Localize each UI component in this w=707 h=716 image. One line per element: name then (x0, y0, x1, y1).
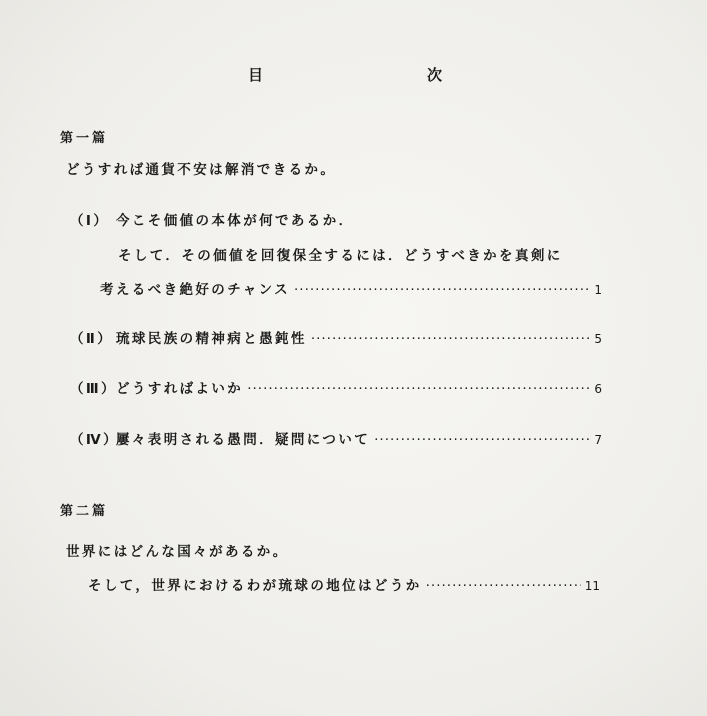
toc-entry-3[interactable] (116, 377, 602, 397)
toc-entry-3-number: （Ⅲ） (70, 381, 117, 397)
toc-entry-2[interactable] (116, 327, 602, 347)
toc-entry-5[interactable] (88, 574, 600, 594)
toc-entry-2-title: 琉球民族の精神病と愚鈍性 (116, 331, 307, 347)
toc-entry-1-number: （Ⅰ） (70, 213, 110, 229)
toc-entry-4-title: 屢々表明される愚問．疑問について (116, 432, 371, 448)
part2-subtitle: 世界にはどんな国々があるか。 (66, 544, 289, 560)
dot-leader (247, 381, 590, 397)
toc-entry-1-title-end: 考えるべき絶好のチャンス (100, 282, 290, 298)
page-number: 7 (594, 433, 602, 447)
page-number: 6 (594, 382, 602, 396)
toc-entry-4-number: （Ⅳ） (70, 432, 120, 448)
dot-leader (294, 282, 590, 298)
toc-title-left: 目 (248, 66, 264, 84)
toc-entry-1-final[interactable] (100, 278, 602, 298)
part2-heading: 第二篇 (60, 504, 109, 519)
page-number: 1 (594, 283, 602, 297)
page-number: 5 (594, 332, 602, 346)
toc-entry-4[interactable] (116, 428, 602, 448)
part1-heading: 第一篇 (60, 131, 109, 146)
toc-entry-1-title: 今こそ価値の本体が何であるか． (116, 213, 355, 229)
dot-leader (426, 578, 581, 594)
page-number: 11 (584, 579, 600, 593)
dot-leader (374, 432, 590, 448)
toc-entry-5-title: そして，世界におけるわが琉球の地位はどうか (88, 578, 422, 594)
toc-entry-3-title: どうすればよいか (116, 381, 244, 397)
toc-entry-2-number: （Ⅱ） (70, 331, 114, 347)
part1-subtitle: どうすれば通貨不安は解消できるか。 (66, 162, 337, 178)
toc-entry-1-title-cont: そして．その価値を回復保全するには．どうすべきかを真剣に (118, 248, 563, 264)
toc-title-right: 次 (427, 66, 443, 84)
dot-leader (311, 331, 591, 347)
